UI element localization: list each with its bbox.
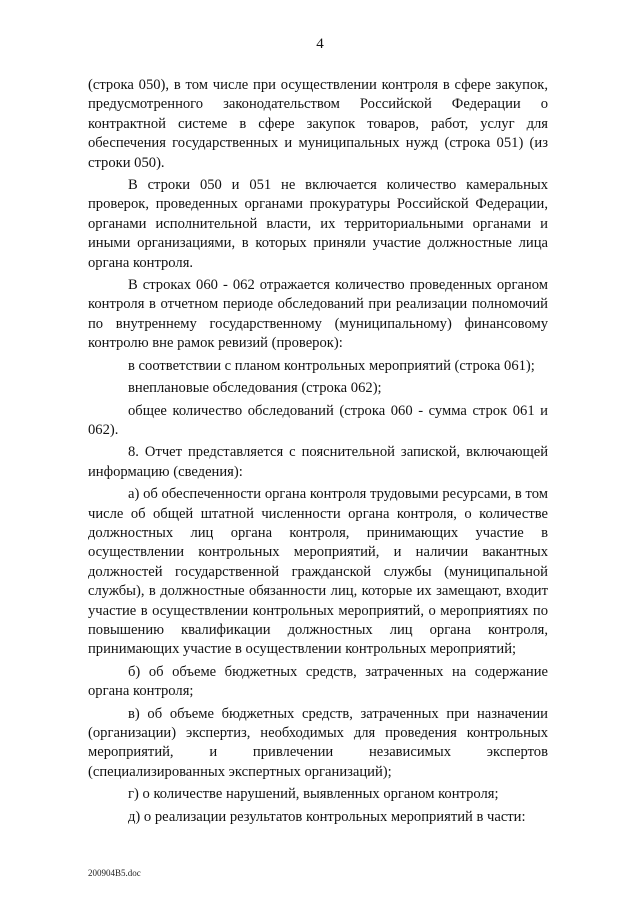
paragraph-subitem-a: а) об обеспеченности органа контроля трудовыми ресурсами, в том числе об общей штатной численности органа контроля, о количестве должностных лиц органа контроля, принимающих участие в осуществлении контрольных мероприятий, и наличии вакантных должностей государственной гражданской службы (муниципальной службы), в должностные обязанности лиц, которые их замещают, входит участие в осуществлении контрольных мероприятий, о мероприятиях по повышению квалификации должностных лиц органа контроля, принимающих участие в осуществлении контрольных мероприятий; <box>88 486 548 658</box>
document-body <box>88 76 548 830</box>
paragraph-line-062: внеплановые обследования (строка 062); <box>128 380 382 397</box>
page-number: 4 <box>316 36 324 52</box>
paragraph-line-061: в соответствии с планом контрольных мероприятий (строка 061); <box>128 357 535 374</box>
paragraph-subitem-v: в) об объеме бюджетных средств, затраченных при назначении (организации) экспертиз, необходимых для проведения контрольных мероприятий, и привлечении независимых экспертов (специализированных экспертных организаций); <box>88 705 548 780</box>
paragraph-subitem-g: г) о количестве нарушений, выявленных органом контроля; <box>128 786 499 803</box>
footer-filename: 200904B5.doc <box>88 868 141 878</box>
paragraph-item-8: 8. Отчет представляется с пояснительной запиской, включающей информацию (сведения): <box>88 444 548 480</box>
paragraph-exclusions: В строки 050 и 051 не включается количество камеральных проверок, проведенных органами прокуратуры Российской Федерации, органами исполнительной власти, их территориальными органами и иными организациями, в которых приняли участие должностные лица органа контроля. <box>88 177 548 271</box>
paragraph-lines-060-062: В строках 060 - 062 отражается количество проведенных органом контроля в отчетном периоде обследований при реализации полномочий по внутреннему государственному (муниципальному) финансовому контролю вне рамок ревизий (проверок): <box>88 277 548 352</box>
paragraph-subitem-d: д) о реализации результатов контрольных мероприятий в части: <box>128 808 526 825</box>
paragraph-line-050-051: (строка 050), в том числе при осуществлении контроля в сфере закупок, предусмотренного законодательством Российской Федерации о контрактной системе в сфере закупок товаров, работ, услуг для обеспечения государственных и муниципальных нужд (строка 051) (из строки 050). <box>88 77 548 171</box>
paragraph-line-060: общее количество обследований (строка 060 - сумма строк 061 и 062). <box>88 402 548 438</box>
paragraph-subitem-b: б) об объеме бюджетных средств, затраченных на содержание органа контроля; <box>88 663 548 700</box>
